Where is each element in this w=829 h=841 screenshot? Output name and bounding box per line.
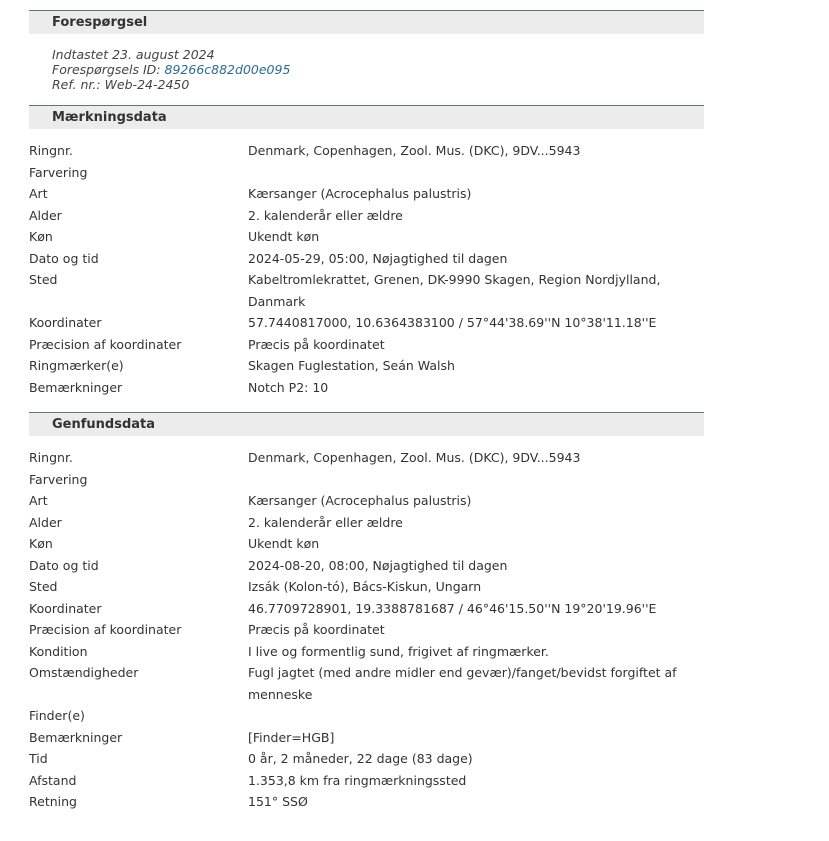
ringing-data-table bbox=[29, 129, 704, 412]
table-row bbox=[29, 576, 704, 598]
row-label: Bemærkninger bbox=[29, 379, 123, 395]
table-row bbox=[29, 269, 704, 312]
table-row bbox=[29, 791, 704, 813]
request-id-label: Forespørgsels ID: bbox=[52, 62, 161, 77]
table-row bbox=[29, 447, 704, 469]
row-value: Skagen Fuglestation, Seán Walsh bbox=[248, 358, 455, 373]
row-label: Afstand bbox=[29, 772, 77, 788]
table-row bbox=[29, 205, 704, 227]
row-label: Omstændigheder bbox=[29, 665, 139, 680]
table-row bbox=[29, 469, 704, 491]
request-section-title: Forespørgsel bbox=[52, 15, 148, 30]
row-label: Sted bbox=[29, 579, 58, 594]
row-value: Kærsanger (Acrocephalus palustris) bbox=[248, 186, 472, 201]
row-label: Alder bbox=[29, 514, 62, 530]
row-label: Kondition bbox=[29, 643, 88, 659]
table-row bbox=[29, 355, 704, 377]
row-value: [Finder=HGB] bbox=[248, 729, 335, 745]
row-label: Farvering bbox=[29, 164, 88, 180]
table-row bbox=[29, 598, 704, 620]
row-label: Retning bbox=[29, 794, 77, 809]
table-row bbox=[29, 533, 704, 555]
table-row bbox=[29, 183, 704, 205]
row-value: 57.7440817000, 10.6364383100 / 57°44'38.69''N 10°38'11.18''E bbox=[248, 315, 657, 330]
table-row bbox=[29, 705, 704, 727]
table-row bbox=[29, 334, 704, 356]
table-row bbox=[29, 377, 704, 399]
table-row bbox=[29, 662, 704, 705]
request-id-link[interactable]: 89266c882d00e095 bbox=[164, 62, 291, 77]
reference-number: Ref. nr.: Web-24-2450 bbox=[52, 77, 190, 92]
row-label: Ringnr. bbox=[29, 143, 73, 158]
ringing-section-header bbox=[29, 105, 704, 129]
recovery-section-title: Genfundsdata bbox=[52, 417, 156, 432]
table-row bbox=[29, 748, 704, 770]
row-label: Køn bbox=[29, 229, 53, 244]
row-value: 2. kalenderår eller ældre bbox=[248, 514, 403, 530]
request-meta bbox=[29, 34, 704, 105]
row-value bbox=[248, 469, 704, 491]
table-row bbox=[29, 512, 704, 534]
row-value: Præcis på koordinatet bbox=[248, 336, 385, 352]
row-value bbox=[248, 705, 704, 727]
row-label: Præcision af koordinater bbox=[29, 622, 182, 637]
row-value: 46.7709728901, 19.3388781687 / 46°46'15.50''N 19°20'19.96''E bbox=[248, 600, 657, 616]
row-value: 2024-05-29, 05:00, Nøjagtighed til dagen bbox=[248, 250, 508, 266]
row-label: Alder bbox=[29, 207, 62, 223]
row-value: Præcis på koordinatet bbox=[248, 622, 385, 637]
row-value: Ukendt køn bbox=[248, 536, 320, 551]
row-value: Fugl jagtet (med andre midler end gevær)/fanget/bevidst forgiftet af menneske bbox=[248, 665, 677, 702]
row-value: 151° SSØ bbox=[248, 794, 308, 809]
table-row bbox=[29, 490, 704, 512]
row-label: Farvering bbox=[29, 471, 88, 487]
table-row bbox=[29, 248, 704, 270]
table-row bbox=[29, 162, 704, 184]
row-value: 2024-08-20, 08:00, Nøjagtighed til dagen bbox=[248, 557, 508, 573]
table-row bbox=[29, 226, 704, 248]
row-value: 0 år, 2 måneder, 22 dage (83 dage) bbox=[248, 751, 473, 766]
entered-date: Indtastet 23. august 2024 bbox=[52, 47, 215, 62]
request-section-header bbox=[29, 10, 704, 34]
row-label: Dato og tid bbox=[29, 557, 99, 573]
row-value: Ukendt køn bbox=[248, 229, 320, 244]
row-label: Ringmærker(e) bbox=[29, 358, 124, 373]
row-label: Bemærkninger bbox=[29, 729, 123, 745]
table-row bbox=[29, 555, 704, 577]
row-value: 1.353,8 km fra ringmærkningssted bbox=[248, 772, 467, 788]
row-label: Finder(e) bbox=[29, 708, 85, 723]
table-row bbox=[29, 312, 704, 334]
row-value: I live og formentlig sund, frigivet af ringmærker. bbox=[248, 643, 549, 659]
row-value: 2. kalenderår eller ældre bbox=[248, 207, 403, 223]
row-label: Art bbox=[29, 186, 48, 201]
ringing-section-title: Mærkningsdata bbox=[52, 110, 167, 125]
report-page bbox=[29, 10, 704, 827]
table-row bbox=[29, 727, 704, 749]
row-label: Koordinater bbox=[29, 315, 102, 330]
row-value: Denmark, Copenhagen, Zool. Mus. (DKC), 9DV...5943 bbox=[248, 143, 581, 158]
row-value: Kabeltromlekrattet, Grenen, DK-9990 Skagen, Region Nordjylland, Danmark bbox=[248, 272, 661, 309]
recovery-section-header bbox=[29, 412, 704, 436]
row-value: Notch P2: 10 bbox=[248, 379, 329, 395]
table-row bbox=[29, 641, 704, 663]
table-row bbox=[29, 770, 704, 792]
recovery-data-table bbox=[29, 436, 704, 827]
row-value: Kærsanger (Acrocephalus palustris) bbox=[248, 493, 472, 508]
row-label: Køn bbox=[29, 536, 53, 551]
table-row bbox=[29, 140, 704, 162]
row-label: Koordinater bbox=[29, 600, 102, 616]
row-value bbox=[248, 162, 704, 184]
table-row bbox=[29, 619, 704, 641]
row-label: Art bbox=[29, 493, 48, 508]
request-id-line bbox=[52, 62, 704, 77]
row-label: Ringnr. bbox=[29, 450, 73, 465]
row-label: Præcision af koordinater bbox=[29, 336, 182, 352]
row-label: Tid bbox=[29, 751, 48, 766]
row-value: Denmark, Copenhagen, Zool. Mus. (DKC), 9DV...5943 bbox=[248, 450, 581, 465]
row-label: Dato og tid bbox=[29, 250, 99, 266]
row-value: Izsák (Kolon-tó), Bács-Kiskun, Ungarn bbox=[248, 579, 482, 594]
row-label: Sted bbox=[29, 272, 58, 287]
